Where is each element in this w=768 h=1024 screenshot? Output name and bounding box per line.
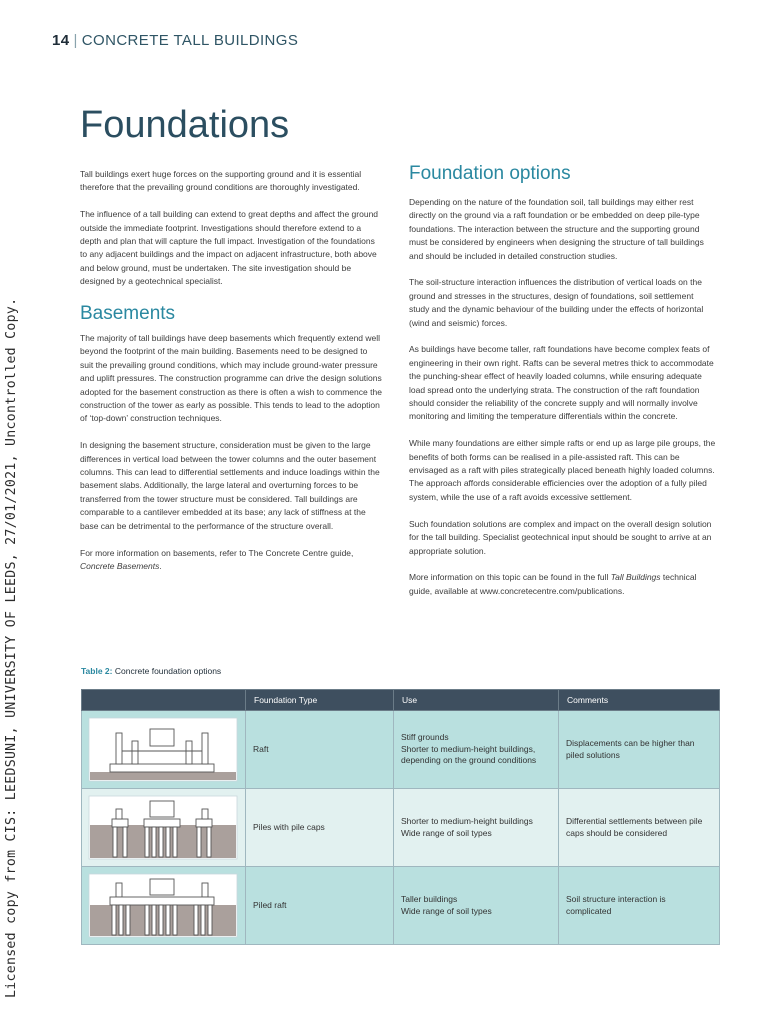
use-line: Wide range of soil types: [401, 905, 492, 916]
piles-diagram-cell: [82, 789, 246, 867]
reference-guide-title: Tall Buildings: [610, 572, 661, 583]
header-cell-comments: Comments: [559, 690, 720, 711]
foundation-type: Raft: [246, 711, 394, 789]
options-paragraph-1: Depending on the nature of the foundation soil, tall buildings may either rest directly on the ground via a raft foundation or be embedded on deep pile-type foundations. The interaction between the structure and the supporting ground must be considered by engineers when designing the structure of tall buildings and should be included in detailed construction studies.: [409, 197, 704, 261]
foundation-options-heading: Foundation options: [409, 163, 571, 184]
raft-diagram-cell: [82, 711, 246, 789]
basements-reference: [80, 547, 382, 574]
options-paragraph-2: The soil-structure interaction influences the distribution of vertical loads on the ground and stresses in the structures, design of foundations, soil settlement study and the dynamic behaviour of the building under the effects of horizontal (wind and seismic) forces.: [409, 277, 704, 328]
intro-paragraph-2: The influence of a tall building can extend to great depths and affect the ground outside the immediate footprint. Investigations should therefore extend to a depth and plan that will capture the full impact. Investigation of the foundations to any adjacent buildings and the impact on adjacent infrastructure, both above and below ground, must be undertaken. The site investigation should be designed by a geotechnical specialist.: [80, 209, 379, 287]
options-reference: [409, 571, 716, 598]
table-caption: [81, 666, 221, 676]
foundation-use: [394, 789, 559, 867]
basements-heading: Basements: [80, 303, 176, 325]
foundation-comments: Soil structure interaction is complicated: [559, 867, 720, 945]
running-title: CONCRETE TALL BUILDINGS: [81, 32, 299, 49]
table-row: [82, 711, 720, 789]
left-column: [80, 168, 382, 573]
reference-text: More information on this topic can be found in the full: [409, 572, 611, 583]
foundation-type: Piled raft: [246, 867, 394, 945]
table-header-row: [82, 690, 720, 711]
caption-text: Concrete foundation options: [112, 666, 222, 676]
use-line: Shorter to medium-height buildings, depending on the ground conditions: [401, 743, 537, 766]
reference-end: .: [159, 560, 162, 571]
use-line: Wide range of soil types: [401, 827, 492, 838]
piles-with-pile-caps-diagram: [82, 789, 245, 866]
foundation-comments: Displacements can be higher than piled solutions: [559, 711, 720, 789]
foundation-use: [394, 711, 559, 789]
foundation-use: [394, 867, 559, 945]
piled-raft-diagram: [82, 867, 245, 944]
running-header: [52, 32, 298, 49]
header-cell-use: Use: [394, 690, 559, 711]
use-line: Taller buildings: [401, 894, 458, 904]
reference-link-text: technical guide, available at www.concretecentre.com/publications.: [409, 572, 697, 596]
options-paragraph-3: As buildings have become taller, raft foundations have become complex feats of engineering in their own right. Rafts can be several metres thick to accommodate the punching-shear effect of heavily loaded columns, while ensuring adequate load spread onto the underlying strata. The construction of the raft foundation should consider the reliability of the concrete supply and will normally involve monitoring and limiting the temperature differentials within the concrete.: [409, 344, 714, 422]
header-cell-diagram: [82, 690, 246, 711]
basements-paragraph-1: The majority of tall buildings have deep basements which frequently extend well beyond the footprint of the main building. Basements need to be designed to suit the prevailing ground conditions, which may include ground-water pressure and uplift pressures. The construction programme can drive the design solutions adopted for the basement construction as there is often a wish to commence the construction of the tower as early as possible. This tends to lead to the adoption of ‘top-down’ construction techniques.: [80, 333, 382, 424]
options-paragraph-5: Such foundation solutions are complex and impact on the overall design solution for the tall building. Specialist geotechnical input should be sought to arrive at an appropriate solution.: [409, 518, 712, 556]
reference-text: For more information on basements, refer to The Concrete Centre guide,: [80, 547, 354, 558]
right-column: [409, 162, 716, 598]
intro-paragraph-1: Tall buildings exert huge forces on the supporting ground and it is essential therefore that the prevailing ground conditions are thoroughly investigated.: [80, 169, 362, 193]
use-line: Shorter to medium-height buildings: [401, 816, 533, 826]
caption-label: Table 2:: [81, 666, 113, 676]
reference-guide-title: Concrete Basements: [80, 560, 160, 571]
table-row: [82, 867, 720, 945]
page-number: 14: [52, 32, 70, 49]
page-title: Foundations: [80, 104, 290, 146]
table-row: [82, 789, 720, 867]
foundation-options-table: [81, 689, 720, 945]
license-notice: Licensed copy from CIS: LEEDSUNI, UNIVERSITY OF LEEDS, 27/01/2021, Uncontrolled Copy.: [4, 297, 19, 998]
options-paragraph-4: While many foundations are either simple rafts or end up as large pile groups, the benefits of both forms can be realised in a pile-assisted raft. This can be envisaged as a raft with piles strategically placed beneath highly loaded columns. The approach affords considerable efficiencies over the adoption of a fully piled system, while the use of a raft avoids excessive settlement.: [409, 438, 716, 502]
basements-paragraph-2: In designing the basement structure, consideration must be given to the large differences in vertical load between the tower columns and the outer basement columns. This can lead to differential settlements and induce loadings within the basement slabs. Additionally, the large lateral and overturning forces to be transferred from the tower structure must be considered. Tall buildings are comparable to a cantilever embedded at its base; any lack of stiffness at the base can be detrimental to the performance of the structure overall.: [80, 440, 380, 531]
header-cell-type: Foundation Type: [246, 690, 394, 711]
piled-raft-diagram-cell: [82, 867, 246, 945]
foundation-comments: Differential settlements between pile caps should be considered: [559, 789, 720, 867]
foundation-type: Piles with pile caps: [246, 789, 394, 867]
use-line: Stiff grounds: [401, 732, 449, 743]
raft-foundation-diagram: [82, 711, 245, 788]
header-divider: |: [73, 32, 78, 49]
